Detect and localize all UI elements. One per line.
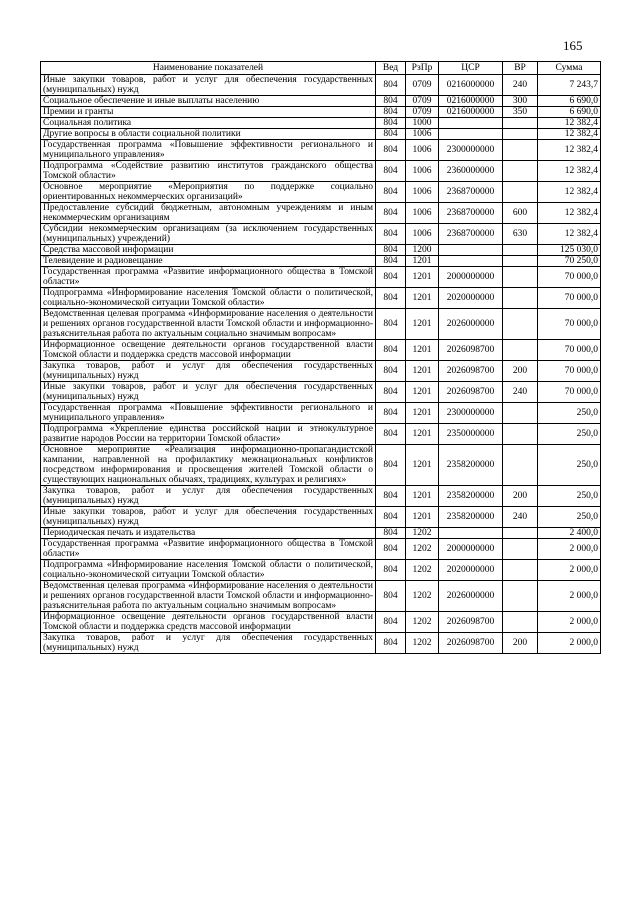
- cell-ved: 804: [376, 309, 406, 340]
- cell-ved: 804: [376, 361, 406, 382]
- cell-name: Телевидение и радиовещание: [41, 256, 376, 267]
- cell-name: Подпрограмма «Информирование населения Томской области о политической, социально-экономической ситуации Томской области»: [41, 560, 376, 581]
- table-row: [41, 129, 601, 140]
- cell-csr: 2020000000: [439, 288, 503, 309]
- cell-name: Иные закупки товаров, работ и услуг для обеспечения государственных (муниципальных) нужд: [41, 75, 376, 96]
- cell-csr: 2000000000: [439, 267, 503, 288]
- cell-name: Основное мероприятие «Мероприятия по поддержке социально ориентированных некоммерческих организаций»: [41, 182, 376, 203]
- cell-rzpr: 1202: [406, 633, 439, 654]
- cell-name: Субсидии некоммерческим организациям (за исключением государственных (муниципальных) учреждений): [41, 224, 376, 245]
- cell-sum: 12 382,4: [538, 118, 601, 129]
- cell-vr: [503, 256, 538, 267]
- cell-rzpr: 1202: [406, 539, 439, 560]
- table-row: [41, 382, 601, 403]
- cell-csr: 2300000000: [439, 403, 503, 424]
- cell-csr: [439, 129, 503, 140]
- cell-csr: 0216000000: [439, 75, 503, 96]
- cell-rzpr: 1006: [406, 182, 439, 203]
- cell-rzpr: 1201: [406, 267, 439, 288]
- cell-vr: [503, 118, 538, 129]
- table-row: [41, 267, 601, 288]
- cell-csr: [439, 528, 503, 539]
- cell-csr: 0216000000: [439, 107, 503, 118]
- table-row: [41, 528, 601, 539]
- table-row: [41, 107, 601, 118]
- cell-name: Подпрограмма «Содействие развитию институтов гражданского общества Томской области»: [41, 161, 376, 182]
- cell-vr: [503, 424, 538, 445]
- cell-rzpr: 1000: [406, 118, 439, 129]
- cell-sum: 2 000,0: [538, 581, 601, 612]
- cell-rzpr: 1006: [406, 161, 439, 182]
- cell-sum: 12 382,4: [538, 140, 601, 161]
- cell-vr: [503, 182, 538, 203]
- cell-ved: 804: [376, 245, 406, 256]
- table-row: [41, 445, 601, 486]
- cell-vr: 200: [503, 633, 538, 654]
- cell-sum: 70 000,0: [538, 267, 601, 288]
- cell-name: Государственная программа «Повышение эффективности регионального и муниципального управления»: [41, 403, 376, 424]
- table-row: [41, 507, 601, 528]
- cell-csr: 2000000000: [439, 539, 503, 560]
- cell-rzpr: 1201: [406, 382, 439, 403]
- cell-ved: 804: [376, 581, 406, 612]
- table-header-row: [41, 62, 601, 75]
- cell-ved: 804: [376, 256, 406, 267]
- cell-csr: 2300000000: [439, 140, 503, 161]
- table-row: [41, 309, 601, 340]
- table-row: [41, 140, 601, 161]
- table-body: [41, 75, 601, 654]
- cell-ved: 804: [376, 129, 406, 140]
- cell-ved: 804: [376, 539, 406, 560]
- table-row: [41, 539, 601, 560]
- cell-name: Иные закупки товаров, работ и услуг для обеспечения государственных (муниципальных) нужд: [41, 382, 376, 403]
- cell-vr: [503, 309, 538, 340]
- cell-ved: 804: [376, 528, 406, 539]
- cell-sum: 250,0: [538, 507, 601, 528]
- cell-rzpr: 1006: [406, 224, 439, 245]
- cell-name: Закупка товаров, работ и услуг для обеспечения государственных (муниципальных) нужд: [41, 486, 376, 507]
- table-row: [41, 403, 601, 424]
- cell-rzpr: 1006: [406, 129, 439, 140]
- table-row: [41, 361, 601, 382]
- cell-csr: 2358200000: [439, 445, 503, 486]
- cell-ved: 804: [376, 203, 406, 224]
- cell-sum: 2 000,0: [538, 539, 601, 560]
- cell-sum: 12 382,4: [538, 129, 601, 140]
- cell-sum: 250,0: [538, 424, 601, 445]
- cell-rzpr: 1201: [406, 445, 439, 486]
- cell-rzpr: 1202: [406, 581, 439, 612]
- cell-csr: [439, 118, 503, 129]
- table-row: [41, 75, 601, 96]
- cell-ved: 804: [376, 486, 406, 507]
- cell-ved: 804: [376, 75, 406, 96]
- cell-vr: [503, 445, 538, 486]
- cell-rzpr: 1202: [406, 528, 439, 539]
- cell-rzpr: 1201: [406, 507, 439, 528]
- cell-rzpr: 1006: [406, 203, 439, 224]
- table-row: [41, 256, 601, 267]
- page-number: 165: [563, 38, 583, 53]
- cell-rzpr: 1201: [406, 288, 439, 309]
- cell-csr: 2368700000: [439, 224, 503, 245]
- cell-vr: 630: [503, 224, 538, 245]
- table-row: [41, 581, 601, 612]
- cell-vr: [503, 612, 538, 633]
- cell-csr: 2026098700: [439, 361, 503, 382]
- table-row: [41, 118, 601, 129]
- cell-vr: 200: [503, 486, 538, 507]
- table-row: [41, 245, 601, 256]
- cell-ved: 804: [376, 161, 406, 182]
- cell-rzpr: 1201: [406, 361, 439, 382]
- column-header-name: Наименование показателей: [41, 62, 376, 75]
- cell-ved: 804: [376, 507, 406, 528]
- cell-sum: 12 382,4: [538, 161, 601, 182]
- cell-name: Ведомственная целевая программа «Информирование населения о деятельности и решениях органов государственной власти Томской области и информационно-разъяснительная работа по актуальным социально значимым вопросам»: [41, 581, 376, 612]
- cell-sum: 250,0: [538, 486, 601, 507]
- cell-ved: 804: [376, 224, 406, 245]
- table-row: [41, 182, 601, 203]
- cell-sum: 70 250,0: [538, 256, 601, 267]
- cell-rzpr: 1201: [406, 403, 439, 424]
- table-row: [41, 203, 601, 224]
- cell-csr: 2026098700: [439, 340, 503, 361]
- cell-csr: 2026000000: [439, 581, 503, 612]
- cell-name: Иные закупки товаров, работ и услуг для обеспечения государственных (муниципальных) нужд: [41, 507, 376, 528]
- table-row: [41, 486, 601, 507]
- cell-rzpr: 0709: [406, 96, 439, 107]
- cell-sum: 2 000,0: [538, 633, 601, 654]
- cell-sum: 70 000,0: [538, 361, 601, 382]
- table-row: [41, 340, 601, 361]
- budget-table: [40, 61, 601, 654]
- cell-name: Социальная политика: [41, 118, 376, 129]
- cell-rzpr: 0709: [406, 75, 439, 96]
- cell-vr: [503, 161, 538, 182]
- cell-sum: 12 382,4: [538, 224, 601, 245]
- cell-ved: 804: [376, 288, 406, 309]
- cell-sum: 12 382,4: [538, 203, 601, 224]
- cell-vr: [503, 539, 538, 560]
- cell-name: Государственная программа «Повышение эффективности регионального и муниципального управления»: [41, 140, 376, 161]
- cell-vr: 350: [503, 107, 538, 118]
- cell-vr: [503, 340, 538, 361]
- cell-name: Ведомственная целевая программа «Информирование населения о деятельности и решениях органов государственной власти Томской области и информационно-разъяснительная работа по актуальным социально значимым вопросам»: [41, 309, 376, 340]
- cell-name: Государственная программа «Развитие информационного общества в Томской области»: [41, 267, 376, 288]
- cell-ved: 804: [376, 140, 406, 161]
- cell-ved: 804: [376, 267, 406, 288]
- cell-csr: [439, 245, 503, 256]
- cell-sum: 70 000,0: [538, 309, 601, 340]
- table-row: [41, 96, 601, 107]
- cell-name: Подпрограмма «Информирование населения Томской области о политической, социально-экономической ситуации Томской области»: [41, 288, 376, 309]
- cell-ved: 804: [376, 633, 406, 654]
- cell-ved: 804: [376, 107, 406, 118]
- cell-rzpr: 1201: [406, 424, 439, 445]
- cell-vr: [503, 140, 538, 161]
- column-header-ved: Вед: [376, 62, 406, 75]
- cell-sum: 250,0: [538, 403, 601, 424]
- cell-sum: 12 382,4: [538, 182, 601, 203]
- column-header-vr: ВР: [503, 62, 538, 75]
- cell-sum: 7 243,7: [538, 75, 601, 96]
- cell-ved: 804: [376, 403, 406, 424]
- cell-csr: 2358200000: [439, 507, 503, 528]
- cell-vr: 240: [503, 382, 538, 403]
- cell-sum: 250,0: [538, 445, 601, 486]
- cell-ved: 804: [376, 182, 406, 203]
- cell-rzpr: 1201: [406, 256, 439, 267]
- cell-csr: 2358200000: [439, 486, 503, 507]
- cell-ved: 804: [376, 424, 406, 445]
- table-row: [41, 612, 601, 633]
- cell-name: Средства массовой информации: [41, 245, 376, 256]
- cell-name: Социальное обеспечение и иные выплаты населению: [41, 96, 376, 107]
- cell-name: Основное мероприятие «Реализация информационно-пропагандистской кампании, направленной на профилактику межнациональных конфликтов посредством информирования и просвещения жителей Томской области о существующих национальных обычаях, традициях, культурах и религиях»: [41, 445, 376, 486]
- cell-rzpr: 0709: [406, 107, 439, 118]
- cell-ved: 804: [376, 560, 406, 581]
- cell-csr: 2368700000: [439, 182, 503, 203]
- cell-vr: [503, 288, 538, 309]
- cell-ved: 804: [376, 382, 406, 403]
- cell-vr: 600: [503, 203, 538, 224]
- cell-rzpr: 1202: [406, 612, 439, 633]
- cell-rzpr: 1202: [406, 560, 439, 581]
- cell-vr: 200: [503, 361, 538, 382]
- column-header-sum: Сумма: [538, 62, 601, 75]
- cell-vr: [503, 403, 538, 424]
- cell-sum: 70 000,0: [538, 288, 601, 309]
- cell-csr: 2026098700: [439, 612, 503, 633]
- cell-sum: 2 000,0: [538, 612, 601, 633]
- cell-vr: [503, 560, 538, 581]
- cell-vr: [503, 129, 538, 140]
- cell-csr: 2368700000: [439, 203, 503, 224]
- cell-rzpr: 1201: [406, 486, 439, 507]
- cell-csr: 2020000000: [439, 560, 503, 581]
- cell-name: Государственная программа «Развитие информационного общества в Томской области»: [41, 539, 376, 560]
- cell-vr: [503, 528, 538, 539]
- cell-vr: [503, 245, 538, 256]
- cell-name: Предоставление субсидий бюджетным, автономным учреждениям и иным некоммерческим организациям: [41, 203, 376, 224]
- cell-ved: 804: [376, 445, 406, 486]
- cell-rzpr: 1201: [406, 309, 439, 340]
- cell-sum: 2 000,0: [538, 560, 601, 581]
- cell-vr: 240: [503, 75, 538, 96]
- cell-csr: [439, 256, 503, 267]
- column-header-rzpr: РзПр: [406, 62, 439, 75]
- cell-ved: 804: [376, 96, 406, 107]
- cell-name: Закупка товаров, работ и услуг для обеспечения государственных (муниципальных) нужд: [41, 633, 376, 654]
- cell-ved: 804: [376, 612, 406, 633]
- cell-name: Другие вопросы в области социальной политики: [41, 129, 376, 140]
- cell-ved: 804: [376, 118, 406, 129]
- cell-csr: 2026000000: [439, 309, 503, 340]
- cell-name: Информационное освещение деятельности органов государственной власти Томской области и поддержка средств массовой информации: [41, 612, 376, 633]
- cell-sum: 6 690,0: [538, 107, 601, 118]
- cell-sum: 70 000,0: [538, 340, 601, 361]
- cell-vr: 300: [503, 96, 538, 107]
- table-row: [41, 161, 601, 182]
- cell-sum: 125 030,0: [538, 245, 601, 256]
- table-row: [41, 633, 601, 654]
- table-row: [41, 224, 601, 245]
- cell-name: Премии и гранты: [41, 107, 376, 118]
- cell-rzpr: 1006: [406, 140, 439, 161]
- cell-csr: 0216000000: [439, 96, 503, 107]
- cell-name: Закупка товаров, работ и услуг для обеспечения государственных (муниципальных) нужд: [41, 361, 376, 382]
- cell-csr: 2350000000: [439, 424, 503, 445]
- cell-name: Информационное освещение деятельности органов государственной власти Томской области и поддержка средств массовой информации: [41, 340, 376, 361]
- cell-sum: 2 400,0: [538, 528, 601, 539]
- cell-vr: 240: [503, 507, 538, 528]
- table-row: [41, 560, 601, 581]
- column-header-csr: ЦСР: [439, 62, 503, 75]
- cell-rzpr: 1201: [406, 340, 439, 361]
- cell-rzpr: 1200: [406, 245, 439, 256]
- cell-name: Периодическая печать и издательства: [41, 528, 376, 539]
- cell-sum: 6 690,0: [538, 96, 601, 107]
- cell-csr: 2360000000: [439, 161, 503, 182]
- cell-sum: 70 000,0: [538, 382, 601, 403]
- table-row: [41, 424, 601, 445]
- cell-vr: [503, 581, 538, 612]
- cell-ved: 804: [376, 340, 406, 361]
- cell-csr: 2026098700: [439, 382, 503, 403]
- cell-csr: 2026098700: [439, 633, 503, 654]
- cell-name: Подпрограмма «Укрепление единства российской нации и этнокультурное развитие народов России на территории Томской области»: [41, 424, 376, 445]
- cell-vr: [503, 267, 538, 288]
- table-row: [41, 288, 601, 309]
